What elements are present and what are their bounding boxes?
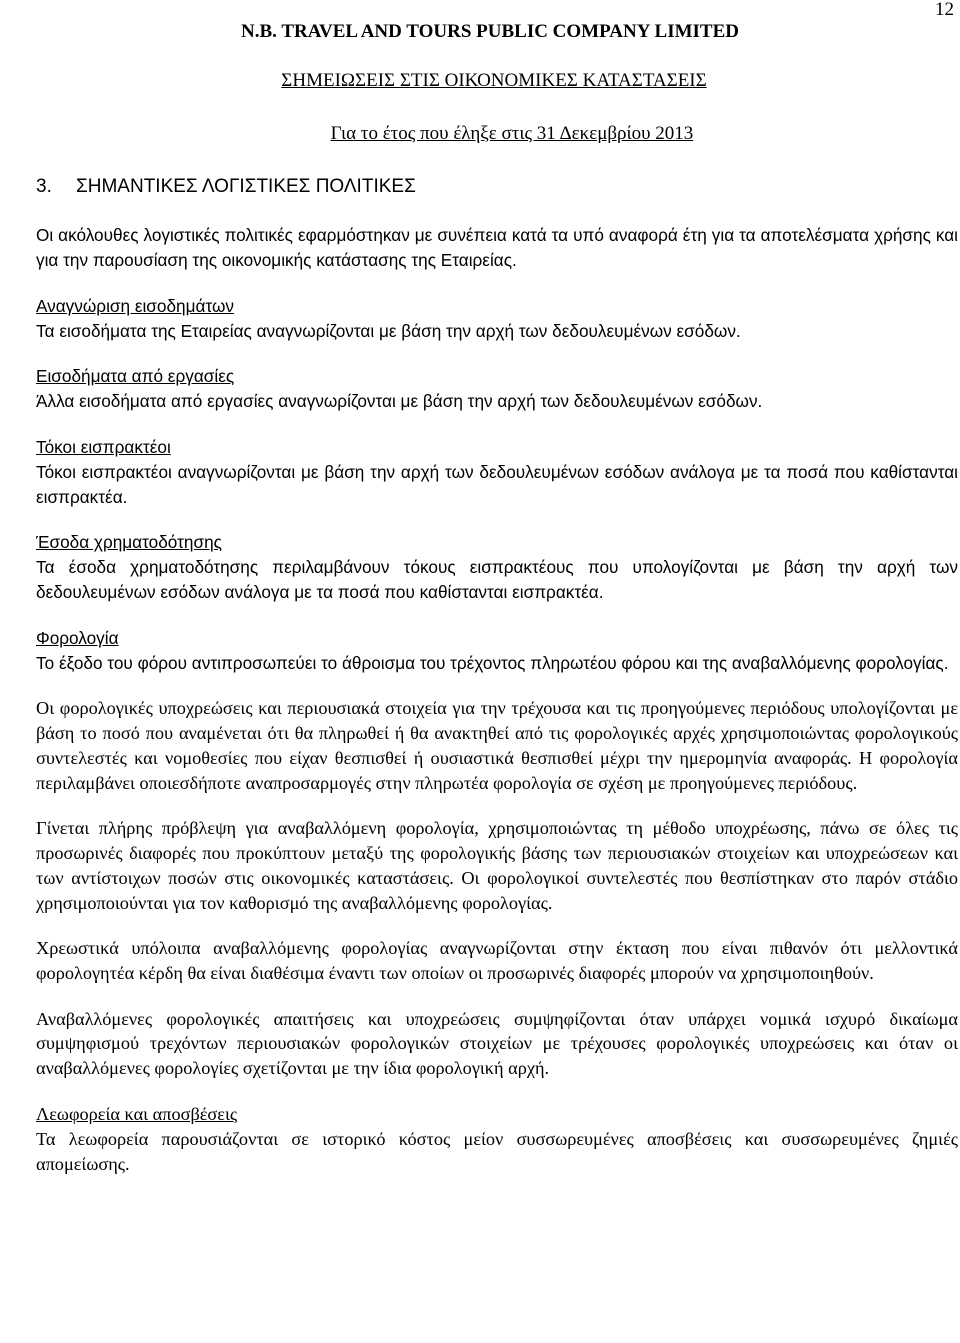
tax-paragraph-3: Χρεωστικά υπόλοιπα αναβαλλόμενης φορολογίας αναγνωρίζονται στην έκταση που είναι πιθανόν ότι μελλοντικά φορολογητέα κέρδη θα είναι διαθέσιμα έναντι των οποίων οι προσωρινές διαφορές μπορούν να χρησιμοποιηθούν.	[36, 938, 958, 984]
revenue-recognition-block	[36, 294, 958, 344]
section-heading	[36, 175, 416, 199]
operating-income-text: Άλλα εισοδήματα από εργασίες αναγνωρίζονται με βάση την αρχή των δεδουλευμένων εσόδων.	[36, 391, 763, 411]
taxation-block	[36, 626, 958, 676]
interest-title: Τόκοι εισπρακτέοι	[36, 436, 171, 457]
revenue-recognition-title: Αναγνώριση εισοδημάτων	[36, 295, 234, 316]
vehicles-title: Λεωφορεία και αποσβέσεις	[36, 1103, 238, 1124]
section-title: ΣΗΜΑΝΤΙΚΕΣ ΛΟΓΙΣΤΙΚΕΣ ΠΟΛΙΤΙΚΕΣ	[76, 176, 416, 197]
interest-block	[36, 435, 958, 510]
intro-paragraph: Οι ακόλουθες λογιστικές πολιτικές εφαρμόστηκαν με συνέπεια κατά τα υπό αναφορά έτη για τα αποτελέσματα χρήσης και για την παρουσίαση της οικονομικής κατάστασης της Εταιρείας.	[36, 225, 958, 270]
page-number: 12	[935, 0, 954, 20]
taxation-text: Το έξοδο του φόρου αντιπροσωπεύει το άθροισμα του τρέχοντος πληρωτέου φόρου και της αναβαλλόμενης φορολογίας.	[36, 652, 949, 673]
finance-income-title: Έσοδα χρηματοδότησης	[36, 532, 222, 552]
finance-income-text: Τα έσοδα χρηματοδότησης περιλαμβάνουν τόκους εισπρακτέους που υπολογίζονται με βάση την αρχή των δεδουλευμένων εσόδων ανάλογα με τα ποσά που καθίστανται εισπρακτέα.	[36, 557, 958, 602]
section-number: 3.	[36, 176, 52, 197]
finance-income-block	[36, 530, 958, 605]
operating-income-block	[36, 364, 958, 414]
reporting-period: Για το έτος που έληξε στις 31 Δεκεμβρίου 2013	[330, 123, 694, 144]
notes-title: ΣΗΜΕΙΩΣΕΙΣ ΣΤΙΣ ΟΙΚΟΝΟΜΙΚΕΣ ΚΑΤΑΣΤΑΣΕΙΣ	[281, 70, 707, 91]
vehicles-block	[36, 1102, 958, 1177]
vehicles-text: Τα λεωφορεία παρουσιάζονται σε ιστορικό κόστος μείον συσσωρευμένες αποσβέσεις και συσσωρευμένες ζημιές απομείωσης.	[36, 1128, 958, 1174]
tax-paragraph-4: Αναβαλλόμενες φορολογικές απαιτήσεις και υποχρεώσεις συμψηφίζονται όταν υπάρχει νομικά ισχυρό δικαίωμα συμψηφισμού τρεχόντων περιουσιακών φορολογικών στοιχείων με τρέχουσες φορολογικές υποχρεώσεις και όταν οι αναβαλλόμενες φορολογίες σχετίζονται με την ίδια φορολογική αρχή.	[36, 1008, 958, 1079]
tax-paragraph-1: Οι φορολογικές υποχρεώσεις και περιουσιακά στοιχεία για την τρέχουσα και τις προηγούμενες περιόδους υπολογίζονται με βάση το ποσό που αναμένεται ότι θα πληρωθεί ή θα ανακτηθεί από τις φορολογικές αρχές χρησιμοποιώντας φορολογικούς συντελεστές και νομοθεσίες που είχαν θεσπισθεί ή ουσιαστικά θεσπισθεί μέχρι την ημερομηνία αναφοράς. Η φορολογία περιλαμβάνει οποιεσδήποτε αναπροσαρμογές στην πληρωτέα φορολογία σε σχέση με προηγούμενες περιόδους.	[36, 698, 958, 793]
revenue-recognition-text: Τα εισοδήματα της Εταιρείας αναγνωρίζονται με βάση την αρχή των δεδουλευμένων εσόδων.	[36, 320, 741, 341]
taxation-title: Φορολογία	[36, 627, 119, 648]
document-body	[36, 223, 958, 1197]
tax-paragraph-2: Γίνεται πλήρης πρόβλεψη για αναβαλλόμενη φορολογία, χρησιμοποιώντας τη μέθοδο υποχρέωσης, πάνω σε όλες τις προσωρινές διαφορές που προκύπτουν μεταξύ της φορολογικής βάσης των περιουσιακών στοιχείων και υποχρεώσεων και των αντίστοιχων ποσών στις οικονομικές καταστάσεις. Οι φορολογικοί συντελεστές που θεσπίστηκαν στο παρόν στάδιο χρησιμοποιούνται για τον καθορισμό της αναβαλλόμενης φορολογίας.	[36, 818, 958, 913]
operating-income-title: Εισοδήματα από εργασίες	[36, 366, 235, 386]
interest-text: Τόκοι εισπρακτέοι αναγνωρίζονται με βάση την αρχή των δεδουλευμένων εσόδων ανάλογα με τα ποσά που καθίστανται εισπρακτέα.	[36, 461, 958, 507]
company-name: N.B. TRAVEL AND TOURS PUBLIC COMPANY LIMITED	[241, 21, 739, 42]
